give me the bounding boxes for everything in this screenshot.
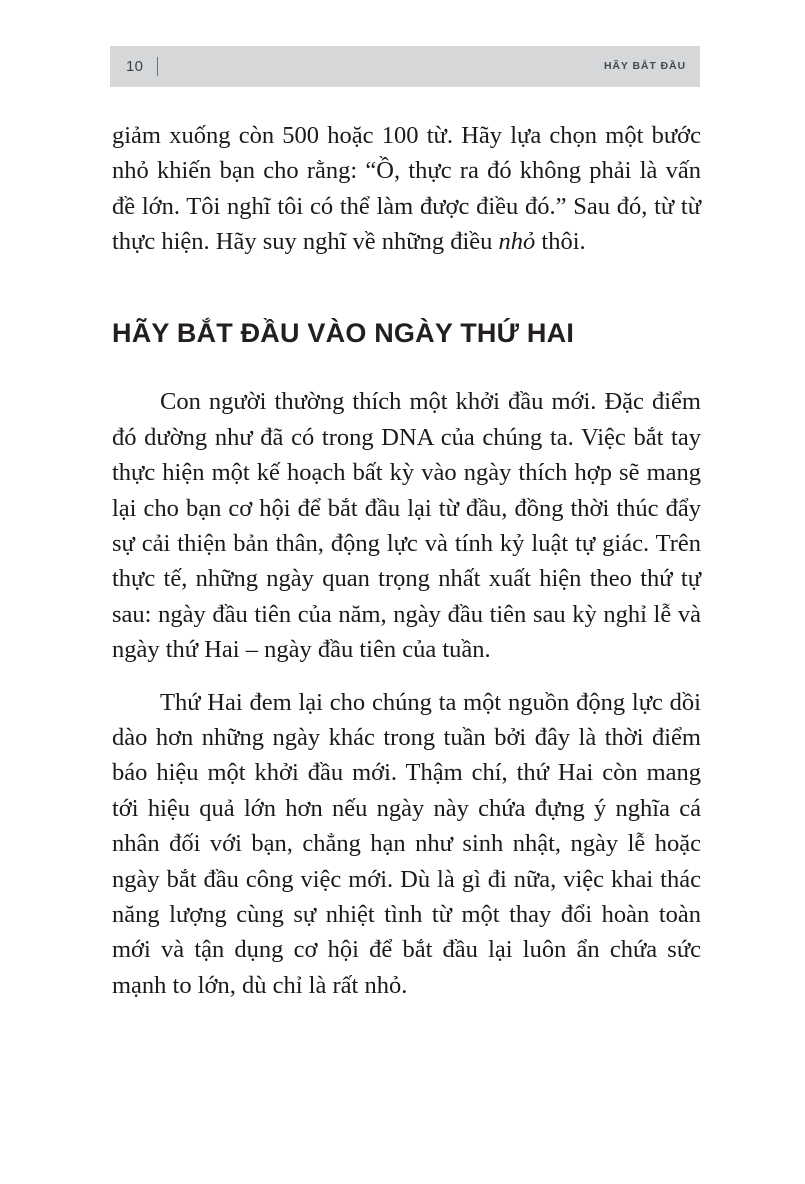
spacer	[112, 260, 701, 319]
paragraph-1-text-a: giảm xuống còn 500 hoặc 100 từ. Hãy lựa chọn một bước nhỏ khiến bạn cho rằng: “Ồ, thực ra đó không phải là vấn đề lớn. Tôi nghĩ tôi có thể làm được điều đó.” Sau đó, từ từ thực hiện. Hãy suy nghĩ về những điều	[112, 122, 701, 256]
paragraph-body-2: Thứ Hai đem lại cho chúng ta một nguồn động lực dồi dào hơn những ngày khác trong tuần bởi đây là thời điểm báo hiệu một khởi đầu mới. Thậm chí, thứ Hai còn mang tới hiệu quả lớn hơn nếu ngày này chứa đựng ý nghĩa cá nhân đối với bạn, chẳng hạn như sinh nhật, ngày lễ hoặc ngày bắt đầu công việc mới. Dù là gì đi nữa, việc khai thác năng lượng cùng sự nhiệt tình từ một thay đổi hoàn toàn mới và tận dụng cơ hội để bắt đầu lại luôn ẩn chứa sức mạnh to lớn, dù chỉ là rất nhỏ.	[112, 688, 701, 999]
page-number: 10	[126, 58, 144, 75]
running-header	[110, 46, 700, 87]
running-head-title: HÃY BẮT ĐẦU	[603, 60, 686, 73]
vertical-divider-icon	[157, 57, 158, 76]
paragraph-continuation	[112, 118, 701, 260]
paragraph-1-text-b: thôi.	[535, 228, 586, 256]
paragraph-body-1: Con người thường thích một khởi đầu mới. Đặc điểm đó dường như đã có trong DNA của chúng ta. Việc bắt tay thực hiện một kế hoạch bất kỳ vào ngày thích hợp sẽ mang lại cho bạn cơ hội để bắt đầu lại từ đầu, đồng thời thúc đẩy sự cải thiện bản thân, động lực và tính kỷ luật tự giác. Trên thực tế, những ngày quan trọng nhất xuất hiện theo thứ tự sau: ngày đầu tiên của năm, ngày đầu tiên sau kỳ nghỉ lễ và ngày thứ Hai – ngày đầu tiên của tuần.	[112, 388, 701, 664]
spacer	[112, 668, 701, 685]
header-left-group	[126, 57, 158, 76]
spacer	[112, 348, 701, 384]
paragraph-1-emphasis: nhỏ	[498, 228, 536, 256]
section-heading: HÃY BẮT ĐẦU VÀO NGÀY THỨ HAI	[112, 317, 575, 348]
page-content	[112, 118, 701, 1003]
